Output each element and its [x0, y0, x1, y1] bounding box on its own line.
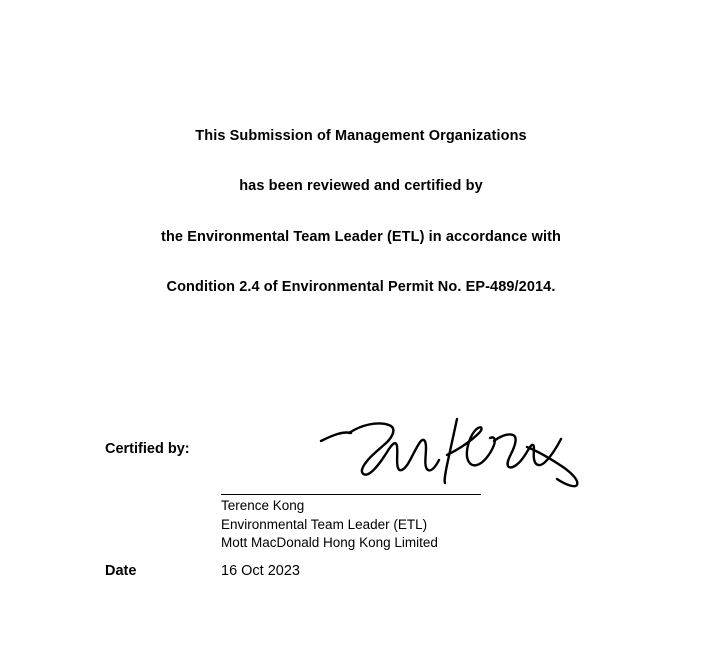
signer-name: Terence Kong: [221, 498, 305, 513]
statement-line-2: has been reviewed and certified by: [239, 178, 483, 195]
date-label: Date: [105, 563, 137, 579]
statement-line-1: This Submission of Management Organizations: [195, 128, 527, 144]
date-row: [105, 563, 605, 583]
signer-block: [221, 497, 621, 553]
signer-title: Environmental Team Leader (ETL): [221, 516, 428, 532]
signer-organization: Mott MacDonald Hong Kong Limited: [221, 535, 438, 550]
statement-line-3: the Environmental Team Leader (ETL) in accordance with: [161, 228, 561, 245]
signature-rule: [221, 494, 481, 495]
signature-icon: [221, 411, 596, 491]
certified-by-label: Certified by:: [105, 441, 190, 457]
certification-statement: [0, 128, 722, 297]
statement-line-4: Condition 2.4 of Environmental Permit No. EP-489/2014.: [166, 279, 556, 296]
date-value: 16 Oct 2023: [221, 563, 300, 579]
